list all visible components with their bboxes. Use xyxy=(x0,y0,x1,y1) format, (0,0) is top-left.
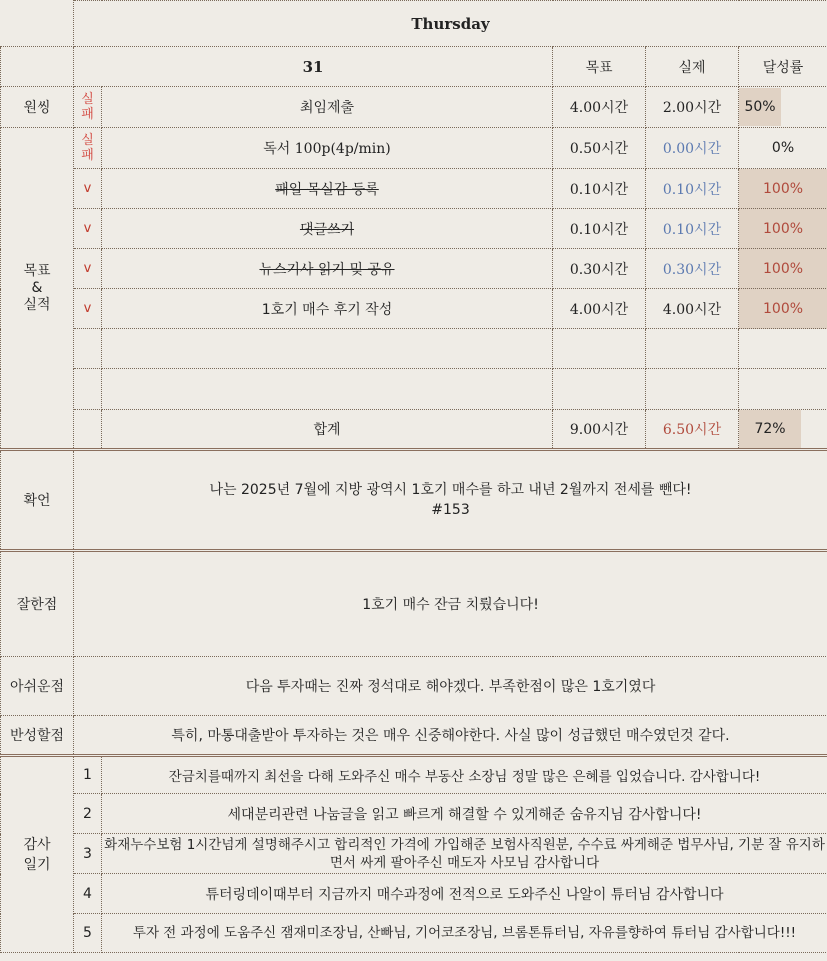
gratitude-text: 투자 전 과정에 도움주신 잼재미조장님, 산빠님, 기어코조장님, 브롬톤튜터님, 자유를향하여 튜터님 감사합니다!!! xyxy=(102,914,827,953)
gratitude-no: 4 xyxy=(74,874,102,914)
gratitude-no: 1 xyxy=(74,756,102,794)
gratitude-no: 2 xyxy=(74,794,102,834)
goal-actual: 0.10시간 xyxy=(646,209,739,249)
regret-point: 다음 투자때는 진짜 정석대로 해야겠다. 부족한점이 많은 1호기였다 xyxy=(74,657,827,716)
wonjing-task: 최임제출 xyxy=(102,87,553,128)
section-good-label: 잘한점 xyxy=(1,551,74,657)
section-reflect-label: 반성할점 xyxy=(1,716,74,756)
goal-actual: 0.10시간 xyxy=(646,169,739,209)
gratitude-no: 5 xyxy=(74,914,102,953)
wonjing-status: 실 패 xyxy=(74,87,102,128)
goal-rate: 100% xyxy=(739,169,827,209)
goal-rate: 0% xyxy=(739,128,827,169)
section-gratitude-label: 감사 일기 xyxy=(1,756,74,953)
wonjing-rate: 50% xyxy=(739,88,781,126)
good-point: 1호기 매수 잔금 치뤘습니다! xyxy=(74,551,827,657)
gratitude-no: 3 xyxy=(74,834,102,874)
corner-cell-2 xyxy=(1,47,74,87)
goal-actual: 0.00시간 xyxy=(646,128,739,169)
goal-rate: 100% xyxy=(739,289,827,329)
total-actual: 6.50시간 xyxy=(646,410,739,450)
wonjing-actual: 2.00시간 xyxy=(646,87,739,128)
empty-cell xyxy=(102,369,553,410)
affirmation-line1: 나는 2025년 7월에 지방 광역시 1호기 매수를 하고 내년 2월까지 전세를 뺀다! xyxy=(209,482,692,498)
empty-cell xyxy=(74,369,102,410)
empty-cell xyxy=(739,369,827,410)
total-rate-cell xyxy=(739,410,827,450)
gratitude-text: 잔금치를때까지 최선을 다해 도와주신 매수 부동산 소장님 정말 많은 은혜를 입었습니다. 감사합니다! xyxy=(102,756,827,794)
wonjing-rate-cell xyxy=(739,87,827,128)
empty-cell xyxy=(102,329,553,369)
gratitude-text: 화재누수보험 1시간넘게 설명해주시고 합리적인 가격에 가입해준 보험사직원분, 수수료 싸게해준 법무사님, 기분 잘 유지하면서 싸게 팔아주신 매도자 사모님 감사합니다 xyxy=(102,834,827,874)
empty-cell xyxy=(74,410,102,450)
section-wonjing-label: 원씽 xyxy=(1,87,74,128)
goal-rate: 100% xyxy=(739,249,827,289)
corner-cell xyxy=(1,1,74,47)
goal-rate: 100% xyxy=(739,209,827,249)
day-title: Thursday xyxy=(74,1,827,47)
section-goals-label: 목표 & 실적 xyxy=(1,128,74,450)
goal-task: 패일 목실감 등록 xyxy=(102,169,553,209)
goal-task: 1호기 매수 후기 작성 xyxy=(102,289,553,329)
affirmation-line2: #153 xyxy=(431,502,470,518)
goal-target: 0.10시간 xyxy=(553,169,646,209)
goal-status: v xyxy=(74,289,102,329)
goal-target: 4.00시간 xyxy=(553,289,646,329)
section-regret-label: 아쉬운점 xyxy=(1,657,74,716)
total-target: 9.00시간 xyxy=(553,410,646,450)
goal-actual: 4.00시간 xyxy=(646,289,739,329)
empty-cell xyxy=(646,329,739,369)
empty-cell xyxy=(553,369,646,410)
empty-cell xyxy=(739,329,827,369)
goal-actual: 0.30시간 xyxy=(646,249,739,289)
wonjing-target: 4.00시간 xyxy=(553,87,646,128)
goal-status: v xyxy=(74,169,102,209)
col-target-header: 목표 xyxy=(553,47,646,87)
empty-cell xyxy=(646,369,739,410)
goal-status: v xyxy=(74,209,102,249)
goal-task: 독서 100p(4p/min) xyxy=(102,128,553,169)
goal-task: 댓글쓰기 xyxy=(102,209,553,249)
col-achievement-header: 달성률 xyxy=(739,47,827,87)
goal-status: 실 패 xyxy=(74,128,102,169)
total-label: 합계 xyxy=(102,410,553,450)
col-actual-header: 실제 xyxy=(646,47,739,87)
goal-target: 0.30시간 xyxy=(553,249,646,289)
total-rate: 72% xyxy=(739,410,801,448)
goal-task: 뉴스기사 읽기 및 공유 xyxy=(102,249,553,289)
goal-target: 0.50시간 xyxy=(553,128,646,169)
goal-status: v xyxy=(74,249,102,289)
section-confirm-label: 확언 xyxy=(1,450,74,551)
gratitude-text: 튜터링데이때부터 지금까지 매수과정에 전적으로 도와주신 나알이 튜터님 감사합니다 xyxy=(102,874,827,914)
affirmation-cell xyxy=(74,450,827,551)
empty-cell xyxy=(553,329,646,369)
reflect-point: 특히, 마통대출받아 투자하는 것은 매우 신중해야한다. 사실 많이 성급했던 매수였던것 같다. xyxy=(74,716,827,756)
empty-cell xyxy=(74,329,102,369)
gratitude-text: 세대분리관련 나눔글을 읽고 빠르게 해결할 수 있게해준 숨유지님 감사합니다! xyxy=(102,794,827,834)
date-label: 31 xyxy=(74,47,553,87)
goal-target: 0.10시간 xyxy=(553,209,646,249)
